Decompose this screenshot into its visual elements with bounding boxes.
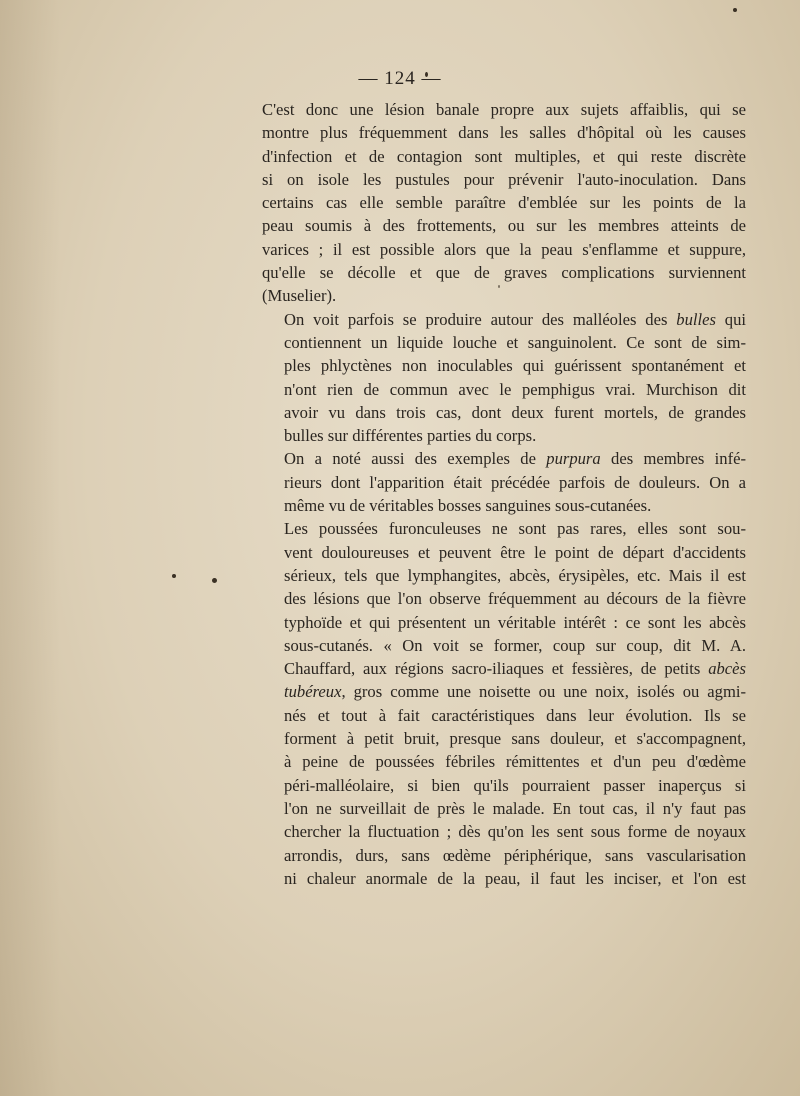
- text-line: typhoïde et qui présentent un véritable intérêt : ce sont les abcès: [284, 612, 746, 632]
- text-line: rieurs dont l'apparition était précédée parfois de douleurs. On a: [284, 472, 746, 492]
- text-line: même vu de véritables bosses sanguines sous-cutanées.: [284, 496, 652, 516]
- text-line: ples phlyctènes non inoculables qui guérissent spontanément et: [284, 356, 746, 376]
- italic-term: purpura: [546, 449, 601, 469]
- text-line: qu'elle se décolle et que de graves complications surviennent: [262, 263, 746, 283]
- italic-term: tubéreux: [284, 682, 342, 702]
- paper-speck: [212, 578, 217, 583]
- text-line: ni chaleur anormale de la peau, il faut les inciser, et l'on est: [284, 868, 746, 888]
- text-line: varices ; il est possible alors que la peau s'enflamme et suppure,: [262, 239, 746, 259]
- text-line: forment à petit bruit, presque sans douleur, et s'accompagnent,: [284, 729, 746, 749]
- text-line: vent douloureuses et peuvent être le point de départ d'accidents: [284, 542, 746, 562]
- text-line: tubéreux, gros comme une noisette ou une noix, isolés ou agmi-: [284, 682, 746, 702]
- text-line: (Muselier).: [262, 286, 337, 306]
- text-line: n'ont rien de commun avec le pemphigus vrai. Murchison dit: [284, 379, 746, 399]
- text-line: certains cas elle semble paraître d'emblée sur les points de la: [262, 193, 746, 213]
- text-line: bulles sur différentes parties du corps.: [284, 426, 537, 446]
- text-line: d'infection et de contagion sont multiples, et qui reste discrète: [262, 146, 746, 166]
- paragraph: [262, 308, 746, 448]
- paper-speck: [733, 8, 737, 12]
- text-line: l'on ne surveillait de près le malade. En tout cas, il n'y faut pas: [284, 798, 746, 818]
- page-fold-shadow: [0, 0, 60, 1096]
- text-line: nés et tout à fait caractéristiques dans leur évolution. Ils se: [284, 705, 746, 725]
- italic-term: bulles: [676, 309, 716, 329]
- paper-speck: [172, 574, 176, 578]
- text-line: chercher la fluctuation ; dès qu'on les sent sous forme de noyaux: [284, 822, 746, 842]
- text-line: On a noté aussi des exemples de purpura des membres infé-: [284, 449, 746, 469]
- text-line: sous-cutanés. « On voit se former, coup sur coup, dit M. A.: [284, 635, 746, 655]
- text-line: contiennent un liquide louche et sanguinolent. Ce sont de sim-: [284, 332, 746, 352]
- text-line: C'est donc une lésion banale propre aux sujets affaiblis, qui se: [262, 100, 746, 119]
- text-line: sérieux, tels que lymphangites, abcès, érysipèles, etc. Mais il est: [284, 565, 746, 585]
- paragraph: [262, 447, 746, 517]
- text-line: montre plus fréquemment dans les salles d'hôpital où les causes: [262, 123, 746, 143]
- text-line: péri-malléolaire, si bien qu'ils pourraient passer inaperçus si: [284, 775, 746, 795]
- text-line: Chauffard, aux régions sacro-iliaques et fessières, de petits abcès: [284, 659, 746, 679]
- text-line: avoir vu dans trois cas, dont deux furent mortels, de grandes: [284, 402, 746, 422]
- page-number: — 124 —: [358, 68, 442, 89]
- text-line: à peine de poussées fébriles rémittentes et d'un peu d'œdème: [284, 752, 746, 772]
- text-line: On voit parfois se produire autour des malléoles des bulles qui: [284, 309, 746, 329]
- text-line: arrondis, durs, sans œdème périphérique, sans vascularisation: [284, 845, 746, 865]
- body-text: [262, 98, 746, 890]
- text-line: si on isole les pustules pour prévenir l'auto-inoculation. Dans: [262, 169, 746, 189]
- paragraph: [262, 517, 746, 890]
- italic-term: abcès: [708, 659, 746, 679]
- text-line: peau soumis à des frottements, ou sur les membres atteints de: [262, 216, 746, 236]
- text-line: Les poussées furonculeuses ne sont pas rares, elles sont sou-: [284, 519, 746, 539]
- text-line: des lésions que l'on observe fréquemment au décours de la fièvre: [284, 589, 746, 609]
- paragraph: [262, 98, 746, 308]
